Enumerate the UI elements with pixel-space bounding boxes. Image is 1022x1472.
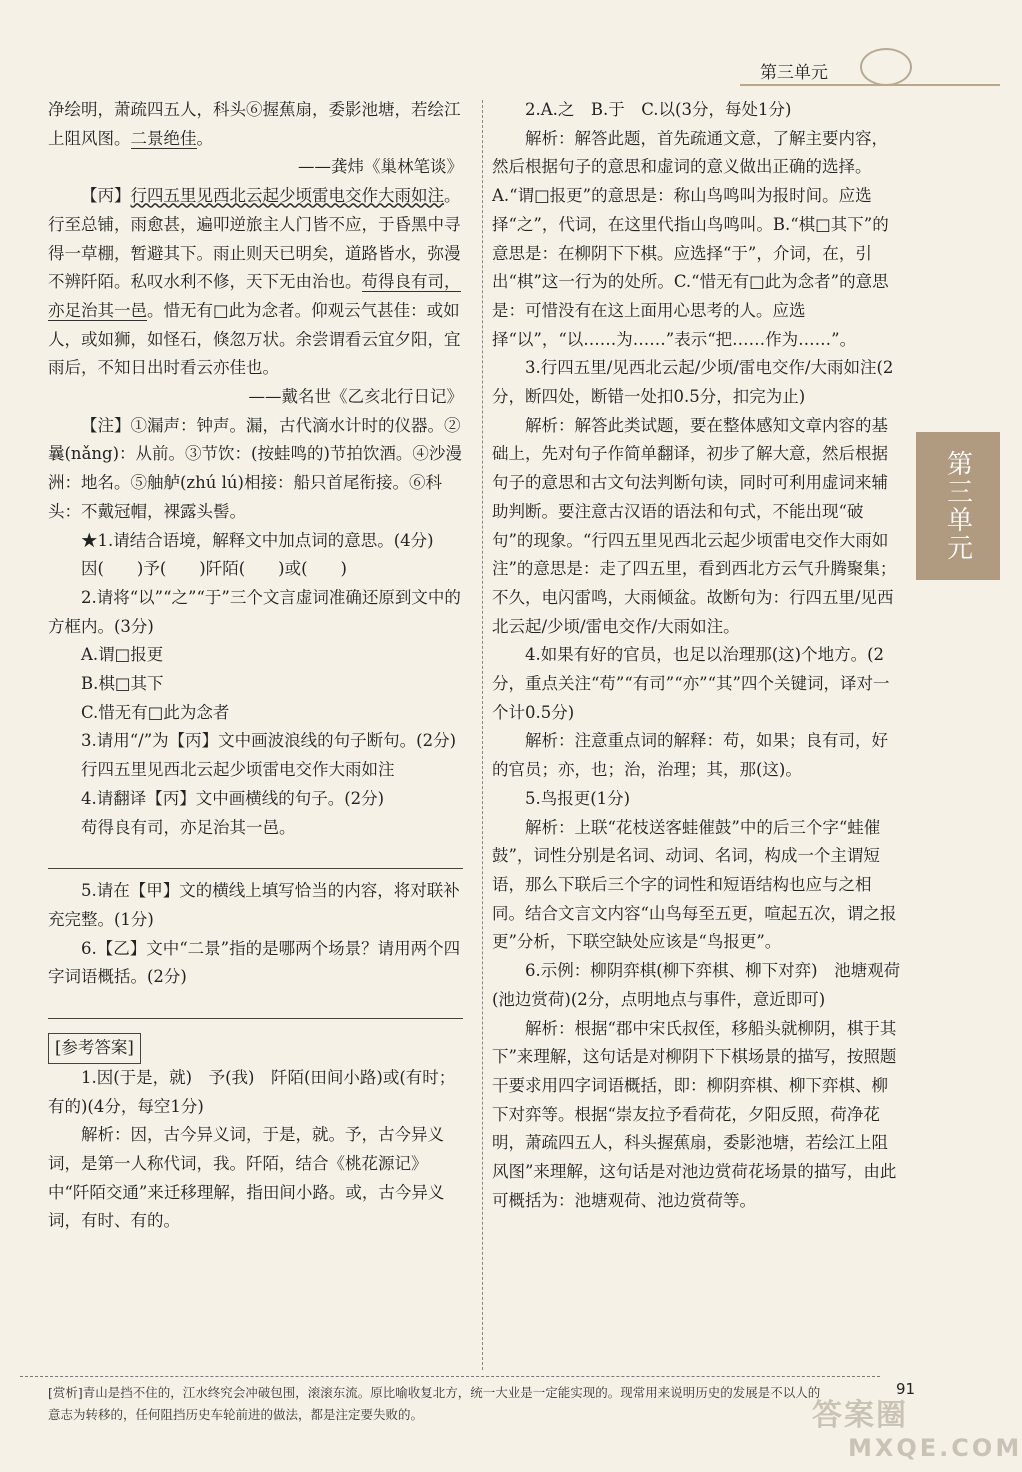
answer-2-explanation: 解析：解答此题，首先疏通文意，了解主要内容，然后根据句子的意思和虚词的意义做出正确的选择。A.“谓□报更”的意思是：称山鸟鸣叫为报时间。应选择“之”，代词，在这里代指山鸟鸣叫。B.“棋□其下”的意思是：在柳阴下下棋。应选择“于”，介词，在，引出“棋”这一行为的处所。C.“惜无有□此为念者”的意思是：可惜没有在这上面用心思考的人。应选择“以”，“以……为……”表示“把……作为……”。 <box>492 128 889 349</box>
notes: 【注】①漏声：钟声。漏，古代滴水计时的仪器。②曩(nǎng)：从前。③节饮：(按蛙鸣的)节拍饮酒。④沙漫洲：地名。⑤舳舻(zhú lú)相接：船只首尾衔接。⑥科头：不戴冠帽，裸露头髻。 <box>48 415 462 521</box>
passage-yi-end: 净绘明，萧疏四五人，科头⑥握蕉扇，委影池塘，若绘江上阻风图。二景绝佳。 <box>48 100 461 148</box>
answer-5: 5.鸟报更(1分) <box>525 788 631 808</box>
page-number: 91 <box>896 1380 916 1398</box>
question-2-c: C.惜无有□此为念者 <box>81 702 230 722</box>
answer-5-explanation: 解析：上联“花枝送客蛙催鼓”中的后三个字“蛙催鼓”，词性分别是名词、动词、名词，构成一个主谓短语，那么下联后三个字的词性和短语结构也应与之相同。结合文言文内容“山鸟每至五更，喧起五次，谓之报更”分析，下联空缺处应该是“鸟报更”。 <box>492 817 897 952</box>
source-gongwei: ——龚炜《巢林笔谈》 <box>298 157 463 177</box>
answer-4-explanation: 解析：注意重点词的解释：苟，如果；良有司，好的官员；亦，也；治，治理；其，那(这)。 <box>492 731 888 780</box>
answer-line-6 <box>48 992 463 1019</box>
watermark-line-1: 答案圈 <box>812 1398 908 1433</box>
answer-line-4 <box>48 842 463 869</box>
question-2-a: A.谓□报更 <box>81 645 164 665</box>
question-6: 6.【乙】文中“二景”指的是哪两个场景？请用两个四字词语概括。(2分) <box>48 938 461 987</box>
source-daimingshi: ——戴名世《乙亥北行日记》 <box>248 387 463 407</box>
watermark-logo <box>812 1390 1022 1462</box>
question-4: 4.请翻译【丙】文中画横线的句子。(2分) <box>81 788 385 808</box>
header-rule <box>740 84 1000 86</box>
answer-section-title: [参考答案] <box>48 1033 141 1064</box>
page-header <box>0 0 1000 98</box>
question-4-text: 苟得良有司，亦足治其一邑。 <box>81 817 296 837</box>
passage-bing: 【丙】行四五里见西北云起少顷雷电交作大雨如注。行至总铺，雨愈甚，遍叩逆旅主人门皆不应，于昏黑中寻得一草棚，暂避其下。雨止则天已明矣，道路皆水，弥漫不辨阡陌。私叹水利不修，天下无由治也。苟得良有司，亦足治其一邑。惜无有□此为念者。仰观云气甚佳：或如人，或如狮，如怪石，倏忽万状。余尝谓看云宜夕阳，宜雨后，不知日出时看云亦佳也。 <box>48 186 461 378</box>
watermark-line-2: MXQE.COM <box>848 1434 1022 1462</box>
column-divider <box>482 100 484 1370</box>
question-2-b: B.棋□其下 <box>81 674 164 694</box>
question-5: 5.请在【甲】文的横线上填写恰当的内容，将对联补充完整。(1分) <box>48 881 460 929</box>
unit-label: 第三单元 <box>760 63 828 83</box>
question-3-text: 行四五里见西北云起少顷雷电交作大雨如注 <box>81 760 395 780</box>
left-column <box>48 96 463 1236</box>
answer-6: 6.示例：柳阴弈棋(柳下弈棋、柳下对弈) 池塘观荷(池边赏荷)(2分，点明地点与事件，意近即可) <box>492 961 901 1009</box>
side-tab-label: 第三单元 <box>942 450 973 562</box>
question-3: 3.请用“/”为【丙】文中画波浪线的句子断句。(2分) <box>81 731 457 751</box>
answer-3-explanation: 解析：解答此类试题，要在整体感知文章内容的基础上，先对句子作简单翻译，初步了解大意，然后根据句子的意思和古文句法判断句读，同时可利用虚词来辅助判断。要注意古汉语的语法和句式，不能出现“破句”的现象。“行四五里见西北云起少顷雷电交作大雨如注”的意思是：走了四五里，看到西北方云气升腾聚集；不久，电闪雷鸣，大雨倾盆。故断句为：行四五里/见西北云起/少顷/雷电交作/大雨如注。 <box>492 415 897 636</box>
answer-1-explanation: 解析：因，古今异义词，于是，就。予，古今异义词，是第一人称代词，我。阡陌，结合《桃花源记》中“阡陌交通”来迁移理解，指田间小路。或，古今异义词，有时、有的。 <box>48 1125 445 1231</box>
unit-side-tab <box>916 432 1000 580</box>
header-ornament-icon <box>860 48 912 86</box>
answer-2: 2.A.之 B.于 C.以(3分，每处1分) <box>525 100 792 119</box>
question-1-blanks: 因( )予( )阡陌( )或( ) <box>81 559 347 579</box>
answer-4: 4.如果有好的官员，也足以治理那(这)个地方。(2分，重点关注“苟”“有司”“亦”“其”四个关键词，译对一个计0.5分) <box>492 645 890 722</box>
question-2: 2.请将“以”“之”“于”三个文言虚词准确还原到文中的方框内。(3分) <box>48 587 461 636</box>
answer-3: 3.行四五里/见西北云起/少顷/雷电交作/大雨如注(2分，断四处，断错一处扣0.5分，扣完为止) <box>492 358 894 407</box>
question-1: ★1.请结合语境，解释文中加点词的意思。(4分) <box>81 530 434 550</box>
answer-1: 1.因(于是，就) 予(我) 阡陌(田间小路)或(有时；有的)(4分，每空1分) <box>48 1067 456 1116</box>
answer-6-explanation: 解析：根据“郡中宋氏叔侄，移船头就柳阴，棋于其下”来理解，这句话是对柳阴下下棋场景的描写，按照题干要求用四字词语概括，即：柳阴弈棋、柳下弈棋、柳下对弈等。根据“崇友拉予看荷花，夕阳反照，荷净花明，萧疏四五人，科头握蕉扇，委影池塘，若绘江上阻风图”来理解，这句话是对池边赏荷花场景的描写，由此可概括为：池塘观荷、池边赏荷等。 <box>492 1018 897 1210</box>
right-column <box>492 96 902 1215</box>
footer-rule <box>20 1376 880 1377</box>
footer-appreciation: [赏析]青山是挡不住的，江水终究会冲破包围，滚滚东流。原比喻收复北方，统一大业是一定能实现的。现常用来说明历史的发展是不以人的意志为转移的，任何阻挡历史车轮前进的做法，都是注定要失败的。 <box>48 1385 821 1422</box>
